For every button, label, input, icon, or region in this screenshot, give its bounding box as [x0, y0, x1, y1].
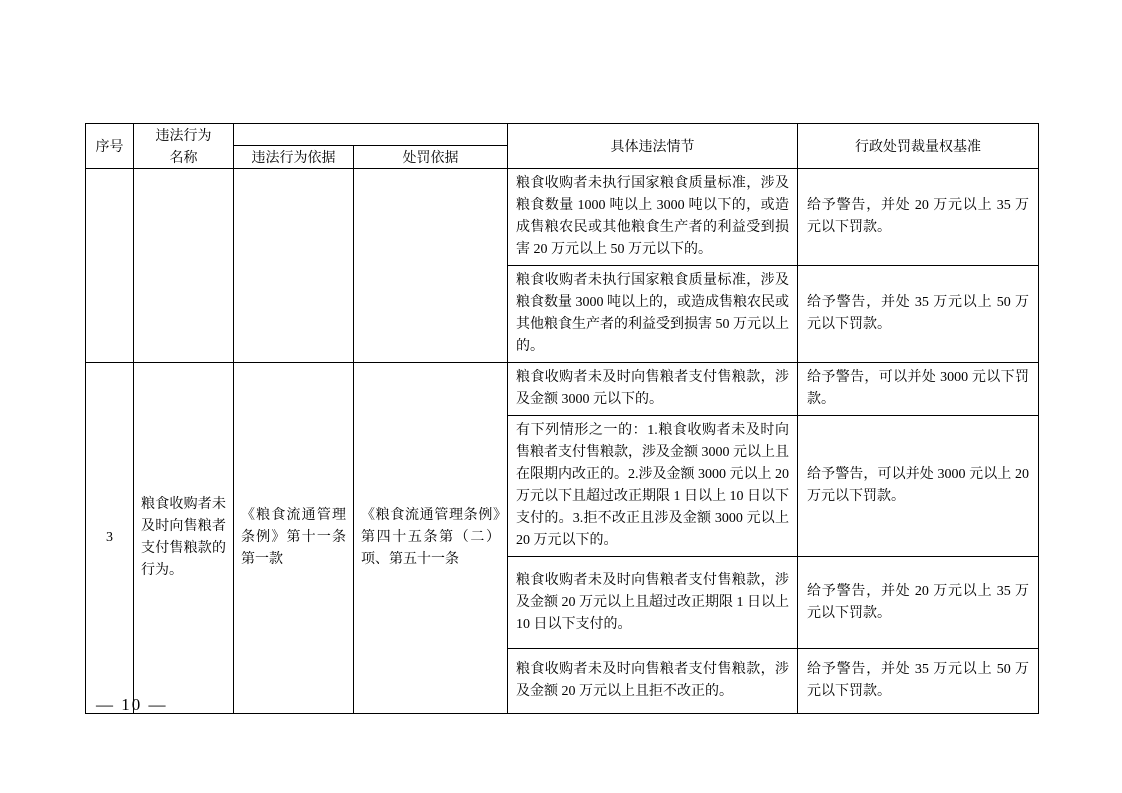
cell-circumstance: 粮食收购者未执行国家粮食质量标准，涉及粮食数量 3000 吨以上的，或造成售粮农民或其他粮食生产者的利益受到损害 50 万元以上的。: [508, 266, 798, 363]
cell-empty-no: [86, 169, 134, 363]
header-col-violation-basis: 违法行为依据: [234, 146, 354, 169]
cell-empty-name: [134, 169, 234, 363]
violations-table: [85, 123, 1039, 714]
cell-penalty-basis: 《粮食流通管理条例》第四十五条第（二）项、第五十一条: [354, 363, 508, 714]
cell-violation-basis: 《粮食流通管理条例》第十一条第一款: [234, 363, 354, 714]
cell-circumstance: 粮食收购者未及时向售粮者支付售粮款，涉及金额 3000 元以下的。: [508, 363, 798, 416]
cell-empty-penalty-basis: [354, 169, 508, 363]
cell-circumstance: 粮食收购者未执行国家粮食质量标准，涉及粮食数量 1000 吨以上 3000 吨以下的，或造成售粮农民或其他粮食生产者的利益受到损害 20 万元以上 50 万元以下的。: [508, 169, 798, 266]
cell-penalty: 给予警告，并处 20 万元以上 35 万元以下罚款。: [798, 169, 1039, 266]
table-row-3-sub-1: [86, 363, 1039, 416]
cell-circumstance: 粮食收购者未及时向售粮者支付售粮款，涉及金额 20 万元以上且超过改正期限 1 日以上 10 日以下支付的。: [508, 557, 798, 649]
cell-penalty: 给予警告，可以并处 3000 元以下罚款。: [798, 363, 1039, 416]
cell-row-number: 3: [86, 363, 134, 714]
cell-penalty: 给予警告，可以并处 3000 元以上 20 万元以下罚款。: [798, 416, 1039, 557]
cell-empty-violation-basis: [234, 169, 354, 363]
table-row-continuation-1: [86, 169, 1039, 266]
cell-penalty: 给予警告，并处 20 万元以上 35 万元以下罚款。: [798, 557, 1039, 649]
header-col-name-text: 违法行为名称: [155, 127, 212, 165]
header-col-penalty-standard: 行政处罚裁量权基准: [798, 124, 1039, 169]
cell-penalty: 给予警告，并处 35 万元以上 50 万元以下罚款。: [798, 266, 1039, 363]
page-number: — 10 —: [96, 695, 168, 714]
header-row-1: [86, 124, 1039, 146]
header-col-no: 序号: [86, 124, 134, 169]
header-col-name: [134, 124, 234, 169]
header-col-penalty-basis: 处罚依据: [354, 146, 508, 169]
header-legal-basis-group: [234, 124, 508, 146]
cell-circumstance: 有下列情形之一的：1.粮食收购者未及时向售粮者支付售粮款，涉及金额 3000 元以上且在限期内改正的。2.涉及金额 3000 元以上 20 万元以下且超过改正期限 1 日以上 10 日以下支付的。3.拒不改正且涉及金额 3000 元以上 20 万元以下的。: [508, 416, 798, 557]
cell-penalty: 给予警告，并处 35 万元以上 50 万元以下罚款。: [798, 649, 1039, 714]
header-col-circumstances: 具体违法情节: [508, 124, 798, 169]
cell-circumstance: 粮食收购者未及时向售粮者支付售粮款，涉及金额 20 万元以上且拒不改正的。: [508, 649, 798, 714]
cell-violation-name: 粮食收购者未及时向售粮者支付售粮款的行为。: [134, 363, 234, 714]
